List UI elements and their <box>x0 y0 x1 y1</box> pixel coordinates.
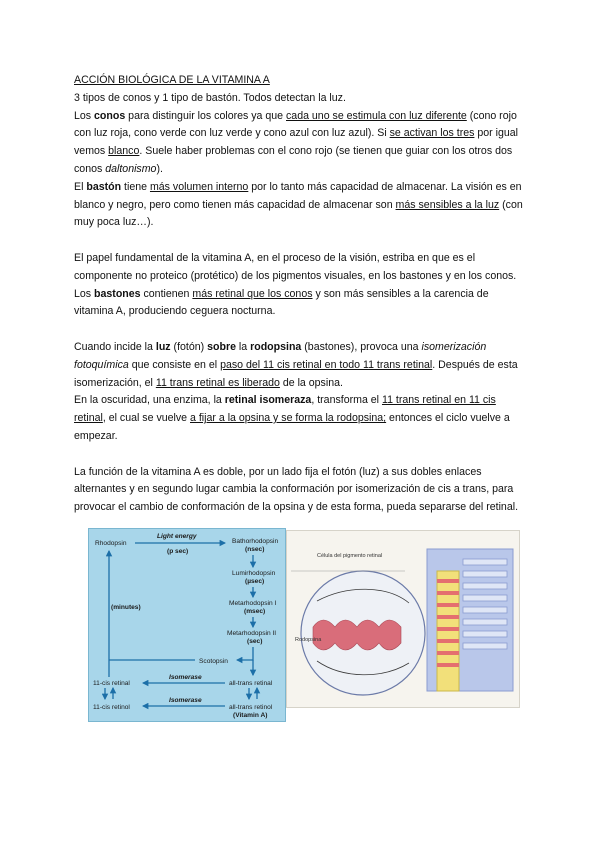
label-rhodopsin: Rhodopsin <box>95 540 127 547</box>
label-meta1-time: (msec) <box>244 608 266 615</box>
document-body <box>74 72 530 517</box>
label-minutes: (minutes) <box>111 604 141 611</box>
label-lumi-time: (µsec) <box>245 578 265 585</box>
label-light-energy: Light energy <box>157 533 197 540</box>
figures <box>88 528 518 723</box>
label-bathorhodopsin: Bathorhodopsin <box>232 538 279 545</box>
label-scotopsin: Scotopsin <box>199 658 228 665</box>
label-vitamin-a: (Vitamin A) <box>233 712 268 719</box>
photoreceptor-illustration <box>286 530 520 708</box>
label-pigment-cell: Célula del pigmento retinal <box>317 553 383 559</box>
label-metarhodopsin-1: Metarhodopsin I <box>229 600 277 607</box>
paragraph-4: El papel fundamental de la vitamina A, en el proceso de la visión, estriba en que es el componente no proteico (protético) de los pigmentos visuales, en los bastones y en los conos. Los bastones contienen más retinal que los conos y son más sensibles a la carencia de vitamina A, produciendo ceguera nocturna. <box>74 251 517 318</box>
photoreceptor-svg <box>287 531 519 707</box>
doc-title: ACCIÓN BIOLÓGICA DE LA VITAMINA A <box>74 74 270 86</box>
visual-cycle-diagram <box>88 528 286 722</box>
paragraph-6: En la oscuridad, una enzima, la retinal isomeraza, transforma el 11 trans retinal en 11 cis retinal, el cual se vuelve a fijar a la opsina y se forma la rodopsina; entonces el ciclo vuelve a empezar. <box>74 394 510 442</box>
label-all-trans-retinal: all-trans retinal <box>229 680 273 687</box>
label-metarhodopsin-2: Metarhodopsin II <box>227 630 277 637</box>
paragraph-5: Cuando incide la luz (fotón) sobre la rodopsina (bastones), provoca una isomerización fotoquímica que consiste en el paso del 11 cis retinal en todo 11 trans retinal. Después de esta isomerización, el 11 trans retinal es liberado de la opsina. <box>74 340 518 389</box>
label-lumirhodopsin: Lumirhodopsin <box>232 570 276 577</box>
label-11-cis-retinal: 11-cis retinal <box>93 680 130 687</box>
visual-cycle-svg <box>89 529 285 721</box>
arrow-4 <box>237 647 253 660</box>
label-all-trans-retinol: all-trans retinol <box>229 704 273 711</box>
label-meta2-time: (sec) <box>247 638 263 645</box>
label-rodopsina: Rodopsina <box>295 637 322 643</box>
label-batho-time: (nsec) <box>245 546 265 553</box>
label-11-cis-retinol: 11-cis retinol <box>93 704 130 711</box>
paragraph-7: La función de la vitamina A es doble, por un lado fija el fotón (luz) a sus dobles enlaces alternantes y en segundo lugar cambia la conformación por isomerización de cis a trans, para provocar el cambio de conformación de la opsina y de esta forma, pueda separarse del retinal. <box>74 465 519 514</box>
label-isomerase-2: Isomerase <box>169 697 202 704</box>
label-isomerase-1: Isomerase <box>169 674 202 681</box>
label-psec: (p sec) <box>167 548 189 555</box>
paragraph-1: 3 tipos de conos y 1 tipo de bastón. Todos detectan la luz. <box>74 91 346 104</box>
paragraph-3: El bastón tiene más volumen interno por lo tanto más capacidad de almacenar. La visión es en blanco y negro, pero como tienen más capacidad de almacenar son más sensibles a la luz (con muy poca luz…). <box>74 180 523 229</box>
paragraph-2: Los conos para distinguir los colores ya que cada uno se estimula con luz diferente (cono rojo con luz roja, cono verde con luz verde y cono azul con luz azul). Si se activan los tres por igual vemos blanco. Suele haber problemas con el cono rojo (se tienen que guiar con los otros dos conos daltonismo). <box>74 109 519 175</box>
